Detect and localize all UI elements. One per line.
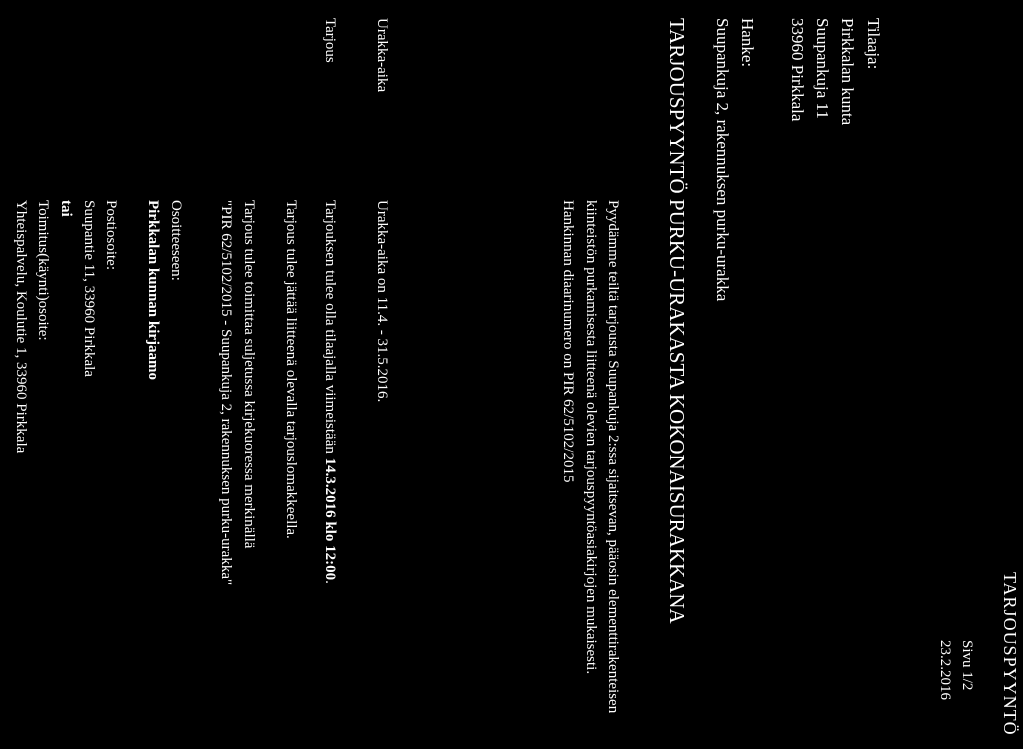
offer-form-text: Tarjous tulee jättää liitteenä olevalla tarjouslomakkeella. <box>283 200 299 539</box>
offer-deadline-prefix: Tarjouksen tulee olla tilaajalla viimeistään <box>322 200 338 458</box>
header-date: 23.2.2016 <box>937 640 953 700</box>
client-postal: 33960 Pirkkala <box>788 18 807 122</box>
offer-visit-address: Yhteispalvelu, Koulutie 1, 33960 Pirkkala <box>13 200 29 454</box>
intro-line-1: Pyydämme teiltä tarjousta Suupankuja 2:ssa sijaitsevan, pääosin elementtirakenteisen <box>605 200 621 714</box>
intro-line-2: kiinteistön purkamisesta liitteenä olevien tarjouspyyntöasiakirjojen mukaisesti. <box>583 200 599 675</box>
offer-postal-label: Postiosoite: <box>103 200 119 271</box>
header-title: TARJOUSPYYNTÖ <box>1000 572 1020 736</box>
client-street: Suupankuja 11 <box>813 18 832 119</box>
header-page-number: Sivu 1/2 <box>959 640 975 691</box>
offer-envelope-line-1: Tarjous tulee toimittaa suljetussa kirjekuoressa merkinällä <box>241 200 257 549</box>
offer-deadline-suffix: . <box>322 580 338 584</box>
project-name: Suupankuja 2, rakennuksen purku-urakka <box>713 18 732 302</box>
offer-or: tai <box>58 200 74 217</box>
contract-period-text: Urakka-aika on 11.4. - 31.5.2016. <box>374 200 390 403</box>
offer-visit-label: Toimitus(käynti)osoite: <box>35 200 51 341</box>
offer-deadline <box>322 200 337 584</box>
project-label: Hanke: <box>738 18 757 68</box>
offer-envelope-line-2: "PIR 62/5102/2015 - Suupankuja 2, rakennuksen purku-urakka" <box>218 200 234 586</box>
intro-line-3: Hankinnan diaarinumero on PIR 62/5102/2015 <box>560 200 576 483</box>
offer-postal-address: Suupantie 11, 33960 Pirkkala <box>81 200 97 377</box>
main-title: TARJOUSPYYNTÖ PURKU-URAKASTA KOKONAISURAKKANA <box>665 18 689 624</box>
offer-label: Tarjous <box>322 18 338 63</box>
offer-address-label: Osoitteeseen: <box>168 200 184 281</box>
client-name: Pirkkalan kunta <box>838 18 857 126</box>
offer-recipient: Pirkkalan kunnan kirjaamo <box>145 200 161 381</box>
offer-deadline-date: 14.3.2016 klo 12:00 <box>322 457 338 581</box>
contract-period-label: Urakka-aika <box>374 18 390 93</box>
client-label: Tilaaja: <box>864 18 883 70</box>
